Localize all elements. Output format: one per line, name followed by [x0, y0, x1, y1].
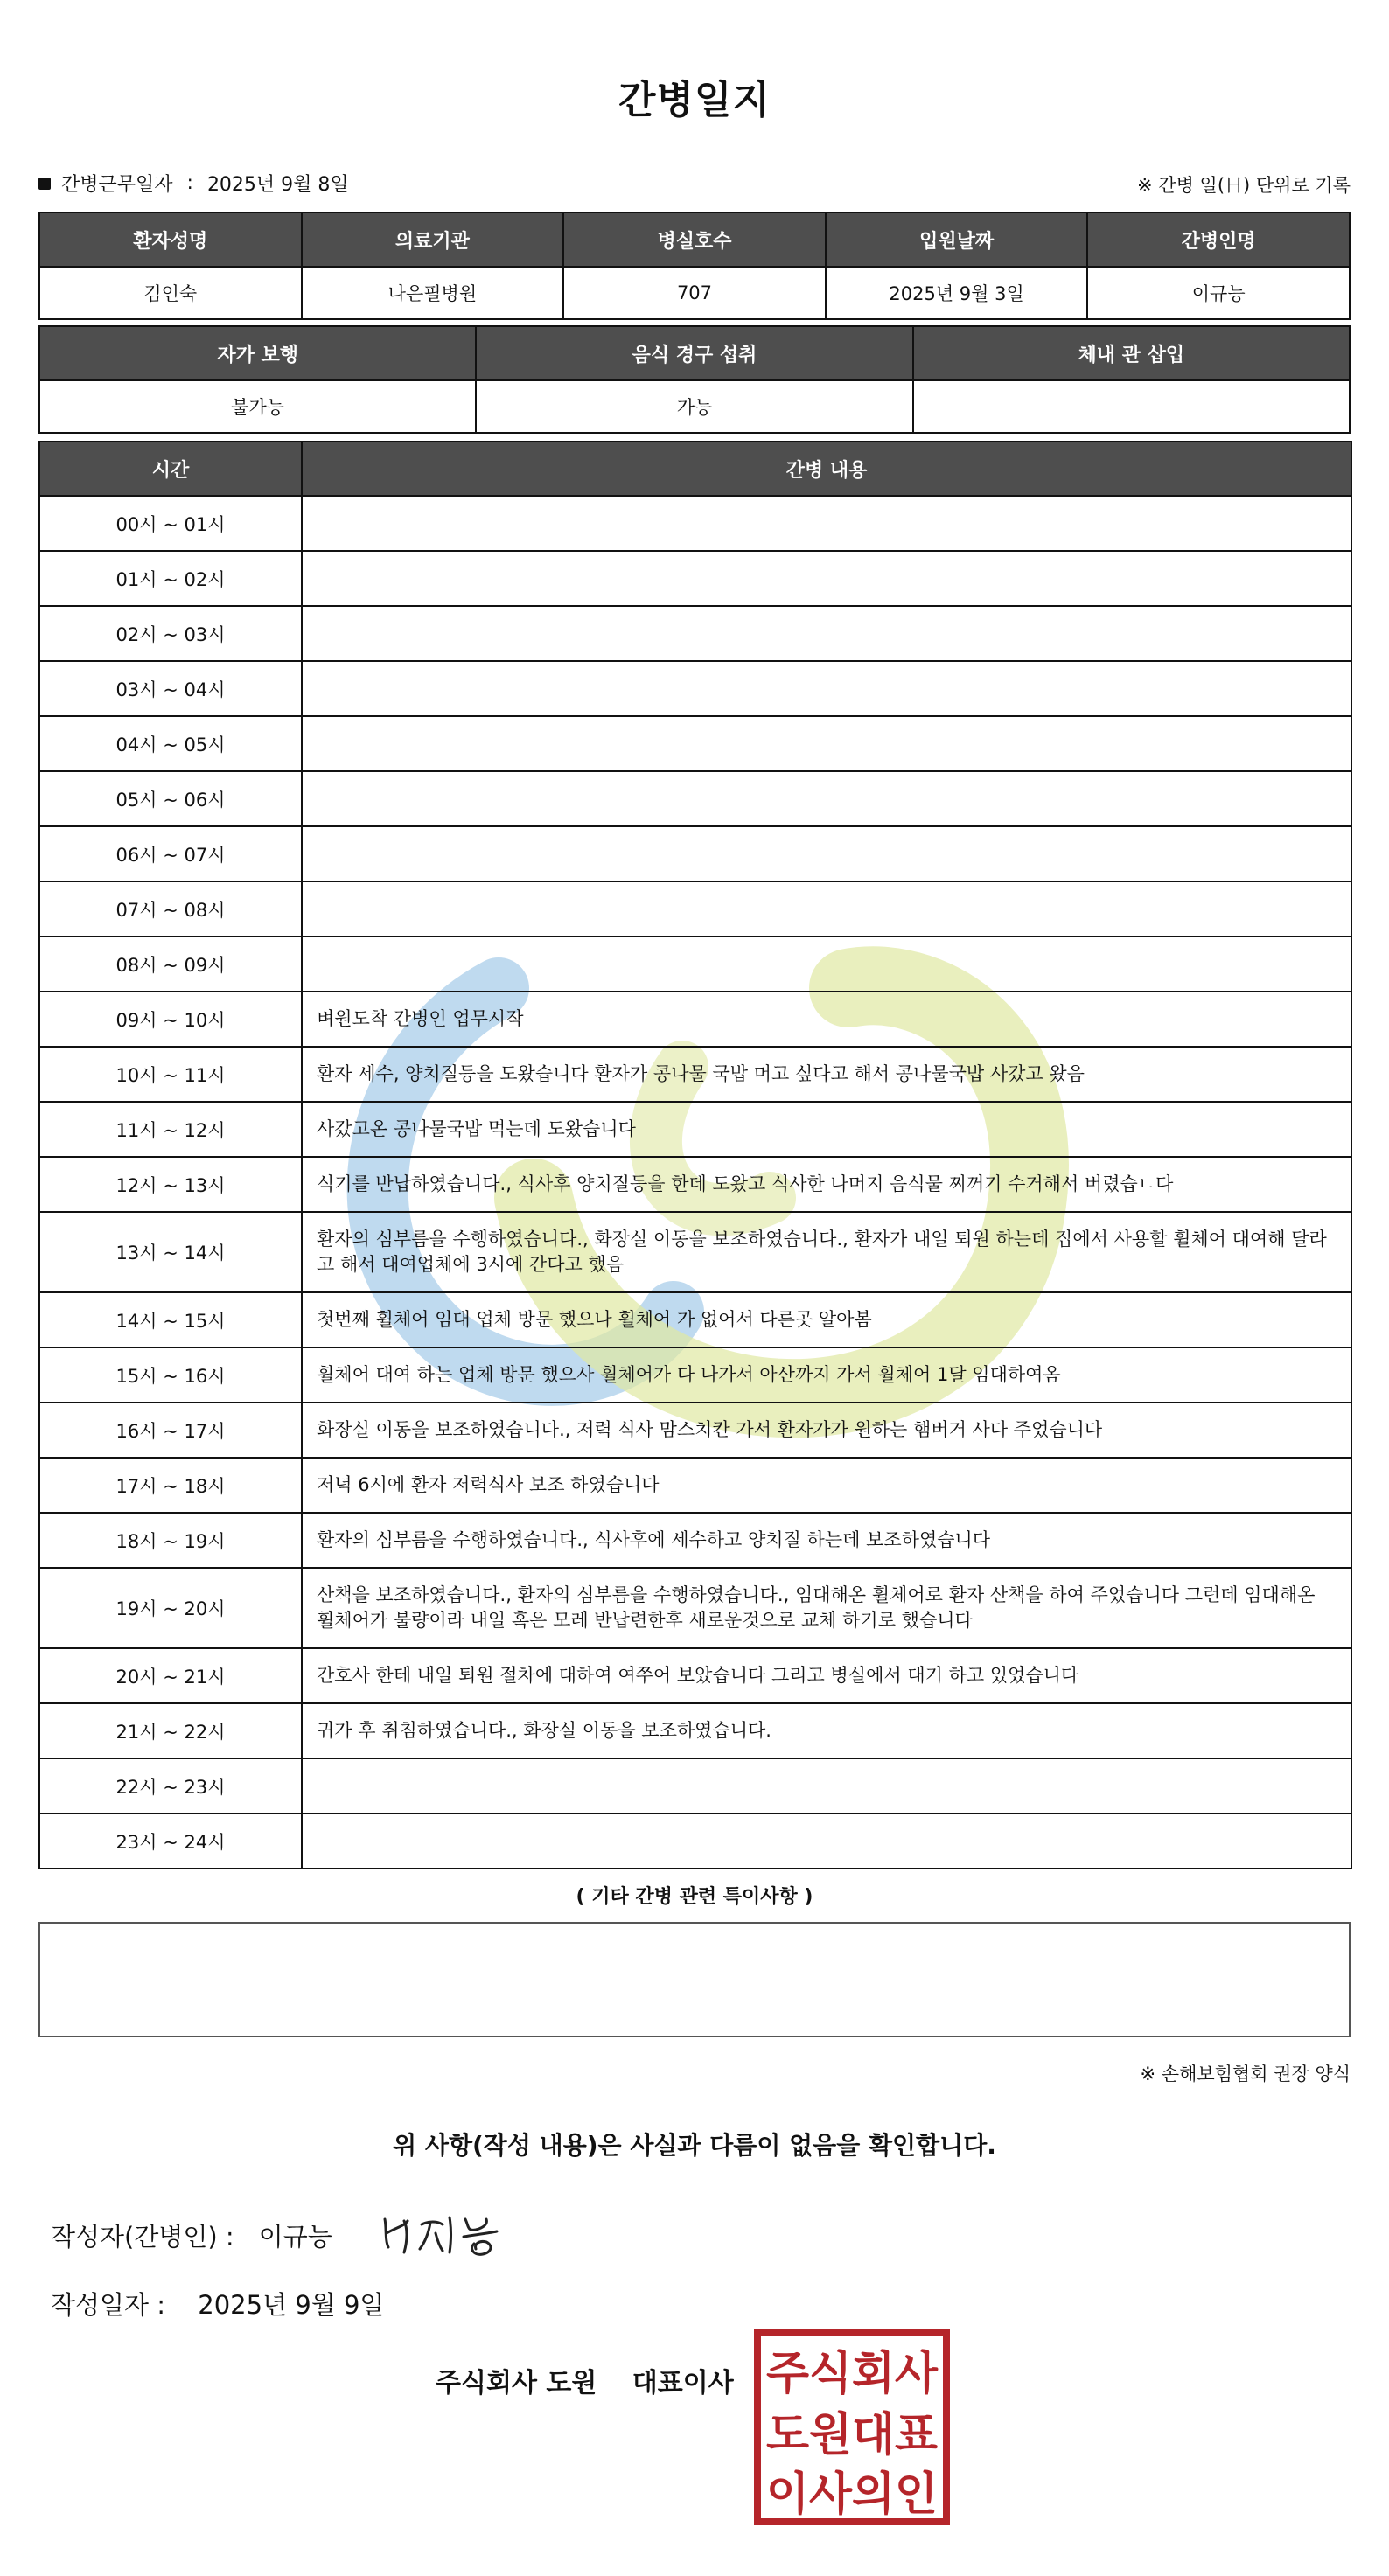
unit-note: ※ 간병 일(日) 단위로 기록 [1137, 175, 1351, 196]
time-cell: 15시 ~ 16시 [39, 1347, 302, 1403]
time-cell: 23시 ~ 24시 [39, 1814, 302, 1869]
table-row [39, 1403, 1351, 1458]
writer-name: 이규능 [258, 2222, 332, 2252]
time-cell: 07시 ~ 08시 [39, 881, 302, 936]
header-tube: 체내 관 삽입 [913, 326, 1350, 380]
header-time: 시간 [39, 442, 302, 496]
note-cell [302, 936, 1351, 992]
note-cell [302, 771, 1351, 826]
note-cell: 저녁 6시에 환자 저력식사 보조 하였습니다 [302, 1458, 1351, 1513]
note-cell: 식기를 반납하였습니다., 식사후 양치질등을 한데 도왔고 식사한 나머지 음식물 찌꺼기 수거해서 버렸습ㄴ다 [302, 1157, 1351, 1212]
header-room: 병실호수 [563, 212, 826, 267]
table-row [39, 771, 1351, 826]
writer-label: 작성자(간병인) : [51, 2222, 234, 2252]
care-log-table [38, 441, 1352, 1869]
time-cell: 14시 ~ 15시 [39, 1292, 302, 1347]
write-date-value: 2025년 9월 9일 [198, 2290, 385, 2320]
special-notes-box [38, 1922, 1351, 2037]
time-cell: 22시 ~ 23시 [39, 1758, 302, 1814]
header-caregiver: 간병인명 [1087, 212, 1350, 267]
admission-date: 2025년 9월 3일 [826, 267, 1088, 319]
table-row [39, 1703, 1351, 1758]
time-cell: 04시 ~ 05시 [39, 716, 302, 771]
handwritten-signature [378, 2202, 527, 2263]
table-row [39, 1047, 1351, 1102]
note-cell: 귀가 후 취침하였습니다., 화장실 이동을 보조하였습니다. [302, 1703, 1351, 1758]
header-patient-name: 환자성명 [39, 212, 302, 267]
svg-text:주식회사: 주식회사 [766, 2348, 939, 2400]
recommend-note: ※ 손해보험협회 권장 양식 [1140, 2064, 1351, 2085]
note-cell: 간호사 한테 내일 퇴원 절차에 대하여 여쭈어 보았습니다 그리고 병실에서 대기 하고 있었습니다 [302, 1648, 1351, 1703]
patient-info-table [38, 212, 1351, 320]
time-cell: 02시 ~ 03시 [39, 606, 302, 661]
hospital-name: 나은필병원 [302, 267, 564, 319]
table-row [39, 1102, 1351, 1157]
table-row [39, 881, 1351, 936]
table-row [39, 380, 1350, 433]
table-row [39, 1458, 1351, 1513]
time-cell: 11시 ~ 12시 [39, 1102, 302, 1157]
time-cell: 18시 ~ 19시 [39, 1513, 302, 1568]
time-cell: 21시 ~ 22시 [39, 1703, 302, 1758]
svg-text:이사의인: 이사의인 [766, 2468, 938, 2521]
time-cell: 08시 ~ 09시 [39, 936, 302, 992]
page-title: 간병일지 [618, 78, 771, 122]
note-cell [302, 661, 1351, 716]
header-admission-date: 입원날짜 [826, 212, 1088, 267]
patient-name: 김인숙 [39, 267, 302, 319]
table-header-row [39, 442, 1351, 496]
table-row [39, 1157, 1351, 1212]
work-date-label: 간병근무일자 [61, 174, 173, 196]
table-row [39, 716, 1351, 771]
time-cell: 06시 ~ 07시 [39, 826, 302, 881]
walking-status: 불가능 [39, 380, 476, 433]
time-cell: 20시 ~ 21시 [39, 1648, 302, 1703]
table-row [39, 496, 1351, 551]
note-cell: 벼원도착 간병인 업무시작 [302, 992, 1351, 1047]
table-row [39, 1758, 1351, 1814]
note-cell [302, 551, 1351, 606]
time-cell: 03시 ~ 04시 [39, 661, 302, 716]
note-cell: 첫번째 휠체어 임대 업체 방문 했으나 휠체어 가 없어서 다른곳 알아봄 [302, 1292, 1351, 1347]
note-cell [302, 716, 1351, 771]
tube-status [913, 380, 1350, 433]
note-cell [302, 1814, 1351, 1869]
table-row [39, 1648, 1351, 1703]
note-cell: 산책을 보조하였습니다., 환자의 심부름을 수행하였습니다., 임대해온 휠체어로 환자 산책을 하여 주었습니다 그런데 임대해온 휠체어가 불량이라 내일 혹은 모레 반납련한후 새로운것으로 교체 하기로 했습니다 [302, 1568, 1351, 1648]
company-name: 주식회사 도원 [436, 2368, 597, 2398]
time-cell: 09시 ~ 10시 [39, 992, 302, 1047]
patient-status-table [38, 325, 1351, 434]
svg-text:도원대표: 도원대표 [766, 2409, 938, 2461]
note-cell: 환자의 심부름을 수행하였습니다., 식사후에 세수하고 양치질 하는데 보조하였습니다 [302, 1513, 1351, 1568]
table-header-row [39, 326, 1350, 380]
note-cell [302, 826, 1351, 881]
time-cell: 05시 ~ 06시 [39, 771, 302, 826]
work-date-separator: : [186, 172, 193, 194]
time-cell: 12시 ~ 13시 [39, 1157, 302, 1212]
company-line [436, 2361, 734, 2399]
header-care-content: 간병 내용 [302, 442, 1351, 496]
time-cell: 16시 ~ 17시 [39, 1403, 302, 1458]
oral-intake-status: 가능 [476, 380, 912, 433]
table-row [39, 936, 1351, 992]
time-cell: 13시 ~ 14시 [39, 1212, 302, 1292]
write-date-line [51, 2286, 384, 2322]
note-cell: 사갔고온 콩나물국밥 먹는데 도왔습니다 [302, 1102, 1351, 1157]
writer-line [51, 2217, 332, 2253]
header-hospital: 의료기관 [302, 212, 564, 267]
note-cell: 휠체어 대여 하는 업체 방문 했으사 휠체어가 다 나가서 아산까지 가서 휠체어 1달 임대하여옴 [302, 1347, 1351, 1403]
note-cell [302, 496, 1351, 551]
time-cell: 10시 ~ 11시 [39, 1047, 302, 1102]
header-walking: 자가 보행 [39, 326, 476, 380]
table-row [39, 992, 1351, 1047]
time-cell: 00시 ~ 01시 [39, 496, 302, 551]
confirm-statement: 위 사항(작성 내용)은 사실과 다름이 없음을 확인합니다. [393, 2131, 996, 2160]
table-row [39, 661, 1351, 716]
square-bullet-icon [38, 178, 51, 190]
table-row [39, 1513, 1351, 1568]
table-row [39, 1292, 1351, 1347]
time-cell: 19시 ~ 20시 [39, 1568, 302, 1648]
note-cell [302, 1758, 1351, 1814]
note-cell [302, 606, 1351, 661]
table-row [39, 1814, 1351, 1869]
ceo-title: 대표이사 [632, 2368, 734, 2398]
work-date-value: 2025년 9월 8일 [206, 174, 349, 196]
caregiver-name: 이규능 [1087, 267, 1350, 319]
note-cell: 환자 세수, 양치질등을 도왔습니다 환자가 콩나물 국밥 머고 싶다고 해서 콩나물국밥 사갔고 왔음 [302, 1047, 1351, 1102]
room-number: 707 [563, 267, 826, 319]
table-row [39, 1347, 1351, 1403]
table-row [39, 1212, 1351, 1292]
header-oral-intake: 음식 경구 섭취 [476, 326, 912, 380]
time-cell: 01시 ~ 02시 [39, 551, 302, 606]
table-row [39, 826, 1351, 881]
time-cell: 17시 ~ 18시 [39, 1458, 302, 1513]
note-cell [302, 881, 1351, 936]
special-notes-title: ( 기타 간병 관련 특이사항 ) [576, 1886, 813, 1908]
table-row [39, 1568, 1351, 1648]
table-row [39, 267, 1350, 319]
note-cell: 화장실 이동을 보조하였습니다., 저력 식사 맘스치칸 가서 환자가가 원하는 햄버거 사다 주었습니다 [302, 1403, 1351, 1458]
work-date [38, 170, 349, 197]
table-row [39, 606, 1351, 661]
company-seal-stamp [754, 2329, 950, 2525]
table-header-row [39, 212, 1350, 267]
note-cell: 환자의 심부름을 수행하였습니다., 화장실 이동을 보조하였습니다., 환자가 내일 퇴원 하는데 집에서 사용할 휠체어 대여해 달라고 해서 대여업체에 3시에 간다고 했음 [302, 1212, 1351, 1292]
table-row [39, 551, 1351, 606]
write-date-label: 작성일자 : [51, 2290, 166, 2320]
